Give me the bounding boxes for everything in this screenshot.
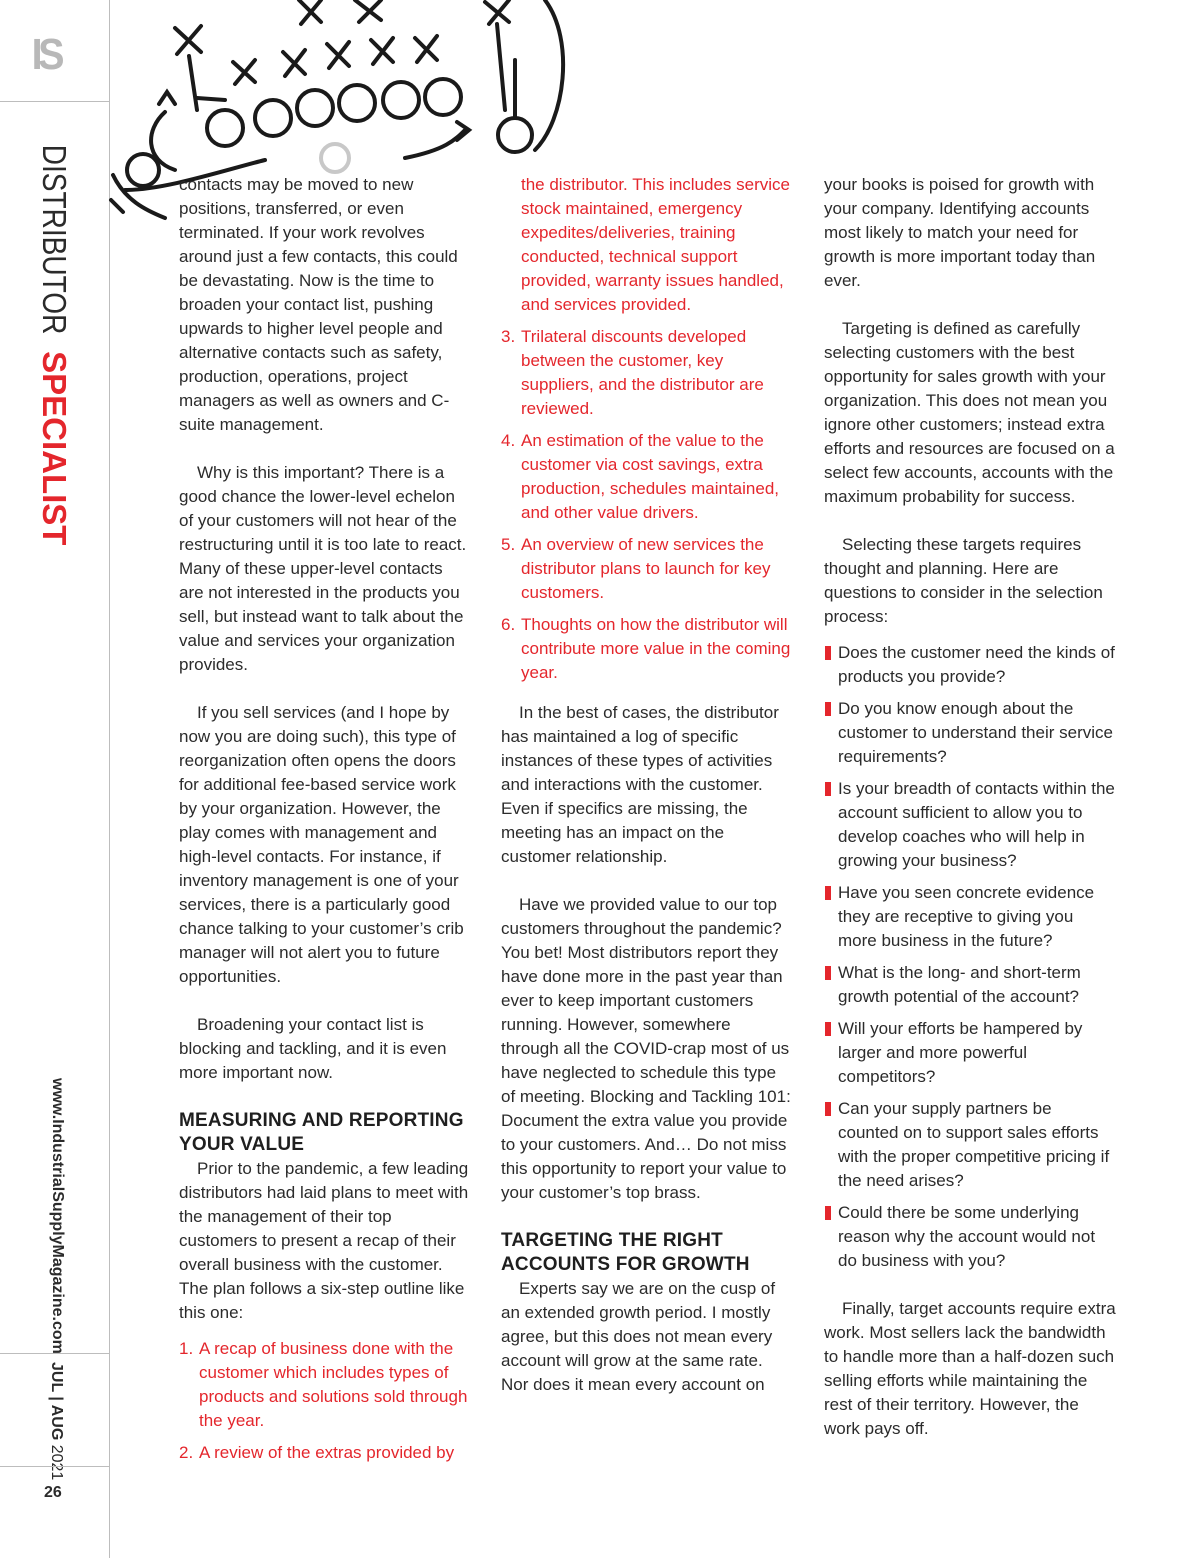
list-item-continued: the distributor. This includes service stock maintained, emergency expedites/deliveries, training conducted, technical support provided, warranty issues handled, and services provided.: [521, 175, 790, 314]
sidebar: [0, 0, 110, 1558]
list-number: 6.: [501, 615, 516, 634]
issue-date: [47, 1362, 65, 1480]
bullet-marker: [825, 1022, 831, 1036]
bullet-text: Is your breadth of contacts within the account sufficient to allow you to develop coaches who will help in growing your business?: [838, 779, 1115, 870]
list-item: [501, 533, 791, 605]
list-number: 1.: [179, 1339, 194, 1358]
list-item: [501, 429, 791, 525]
bullet-marker: [825, 1206, 831, 1220]
list-text: An overview of new services the distributor plans to launch for key customers.: [521, 535, 771, 602]
list-text: An estimation of the value to the customer via cost savings, extra production, schedules maintained, and other value drivers.: [521, 431, 779, 522]
sidebar-divider: [0, 101, 109, 102]
bullet-item: [824, 881, 1116, 953]
bullet-text: Will your efforts be hampered by larger and more powerful competitors?: [838, 1019, 1083, 1086]
article-column-3: [824, 173, 1116, 1465]
list-text: A review of the extras provided by: [199, 1443, 455, 1462]
bullet-item: [824, 777, 1116, 873]
magazine-url: www.IndustrialSupplyMagazine.com: [49, 1078, 66, 1354]
issue-month: JUL | AUG: [48, 1362, 65, 1441]
paragraph: If you sell services (and I hope by now you are doing such), this type of reorganization often opens the doors for additional fee-based service work by your organization. However, the play comes with management and high-level contacts. For instance, if inventory management is one of your services, there is a particularly good chance talking to your customer’s crib manager will not alert you to future opportunities.: [179, 703, 464, 986]
bullet-item: [824, 1097, 1116, 1193]
paragraph: Experts say we are on the cusp of an extended growth period. I mostly agree, but this does not mean every account will grow at the same rate. Nor does it mean every account on: [501, 1279, 776, 1394]
list-number: 2.: [179, 1443, 194, 1462]
paragraph: Selecting these targets requires thought and planning. Here are questions to consider in the selection process:: [824, 535, 1103, 626]
bullet-item: [824, 1201, 1116, 1273]
numbered-list: [501, 173, 791, 685]
article-column-2: [501, 173, 791, 1421]
section-title-part1: DISTRIBUTOR: [36, 144, 73, 335]
sidebar-divider: [0, 1353, 109, 1354]
numbered-list: [179, 1337, 469, 1465]
list-item: [501, 613, 791, 685]
list-text: A recap of business done with the customer which includes types of products and solutions sold through the year.: [199, 1339, 468, 1430]
list-number: 5.: [501, 535, 516, 554]
bullet-text: Have you seen concrete evidence they are receptive to giving you more business in the future?: [838, 883, 1095, 950]
bullet-text: Could there be some underlying reason why the account would not do business with you?: [838, 1203, 1096, 1270]
article-column-1: [179, 173, 469, 1473]
bullet-marker: [825, 966, 831, 980]
paragraph: Have we provided value to our top customers throughout the pandemic? You bet! Most distributors report they have done more in the past year than ever to keep important customers running. However, somewhere through all the COVID-crap most of us have neglected to schedule this type of meeting. Blocking and Tackling 101: Document the extra value you provide to your customers. And… Do not miss this opportunity to report your value to your customer’s top brass.: [501, 895, 791, 1202]
bullet-text: What is the long- and short-term growth potential of the account?: [838, 963, 1081, 1006]
bullet-item: [824, 1017, 1116, 1089]
bullet-marker: [825, 782, 831, 796]
list-item: [179, 1441, 469, 1465]
list-item: [179, 1337, 469, 1433]
list-item: [501, 325, 791, 421]
magazine-logo: IS: [31, 30, 60, 79]
bullet-text: Do you know enough about the customer to understand their service requirements?: [838, 699, 1113, 766]
page-number: 26: [44, 1484, 62, 1501]
list-number: 4.: [501, 431, 516, 450]
bullet-text: Can your supply partners be counted on to support sales efforts with the proper competitive pricing if the need arises?: [838, 1099, 1110, 1190]
bullet-item: [824, 641, 1116, 689]
section-heading: TARGETING THE RIGHT ACCOUNTS FOR GROWTH: [501, 1230, 750, 1275]
bullet-marker: [825, 702, 831, 716]
section-title: [37, 128, 71, 545]
bullet-marker: [825, 646, 831, 660]
bullet-text: Does the customer need the kinds of products you provide?: [838, 643, 1115, 686]
section-title-part2: SPECIALIST: [36, 351, 73, 546]
bullet-list: [824, 641, 1116, 1273]
list-text: Trilateral discounts developed between the customer, key suppliers, and the distributor are reviewed.: [521, 327, 764, 418]
list-number: 3.: [501, 327, 516, 346]
bullet-marker: [825, 886, 831, 900]
list-text: Thoughts on how the distributor will contribute more value in the coming year.: [521, 615, 791, 682]
paragraph: your books is poised for growth with your company. Identifying accounts most likely to match your need for growth is more important today than ever.: [824, 175, 1096, 290]
paragraph: In the best of cases, the distributor has maintained a log of specific instances of these types of activities and interactions with the customer. Even if specifics are missing, the meeting has an impact on the customer relationship.: [501, 703, 779, 866]
section-heading: MEASURING AND REPORTING YOUR VALUE: [179, 1110, 464, 1155]
paragraph: Targeting is defined as carefully selecting customers with the best opportunity for sales growth with your organization. This does not mean you ignore other customers; instead extra efforts and resources are focused on a select few accounts, accounts with the maximum probability for success.: [824, 319, 1115, 506]
paragraph: Finally, target accounts require extra work. Most sellers lack the bandwidth to handle more than a half-dozen such selling efforts while maintaining the rest of their territory. However, the work pays off.: [824, 1299, 1116, 1438]
paragraph: Broadening your contact list is blocking and tackling, and it is even more important now.: [179, 1015, 447, 1082]
paragraph: Why is this important? There is a good chance the lower-level echelon of your customers will not hear of the restructuring until it is too late to react. Many of these upper-level contacts are not interested in the products you sell, but instead want to talk about the value and services your organization provides.: [179, 463, 467, 674]
issue-year: 2021: [48, 1444, 65, 1481]
bullet-item: [824, 697, 1116, 769]
bullet-item: [824, 961, 1116, 1009]
paragraph: Prior to the pandemic, a few leading distributors had laid plans to meet with the management of their top customers to present a recap of their overall business with the customer. The plan follows a six-step outline like this one:: [179, 1159, 469, 1322]
paragraph: contacts may be moved to new positions, transferred, or even terminated. If your work revolves around just a few contacts, this could be devastating. Now is the time to broaden your contact list, pushing upwards to higher level people and alternative contacts such as safety, production, operations, project managers as well as owners and C-suite management.: [179, 175, 458, 434]
sidebar-divider: [0, 1466, 109, 1467]
bullet-marker: [825, 1102, 831, 1116]
